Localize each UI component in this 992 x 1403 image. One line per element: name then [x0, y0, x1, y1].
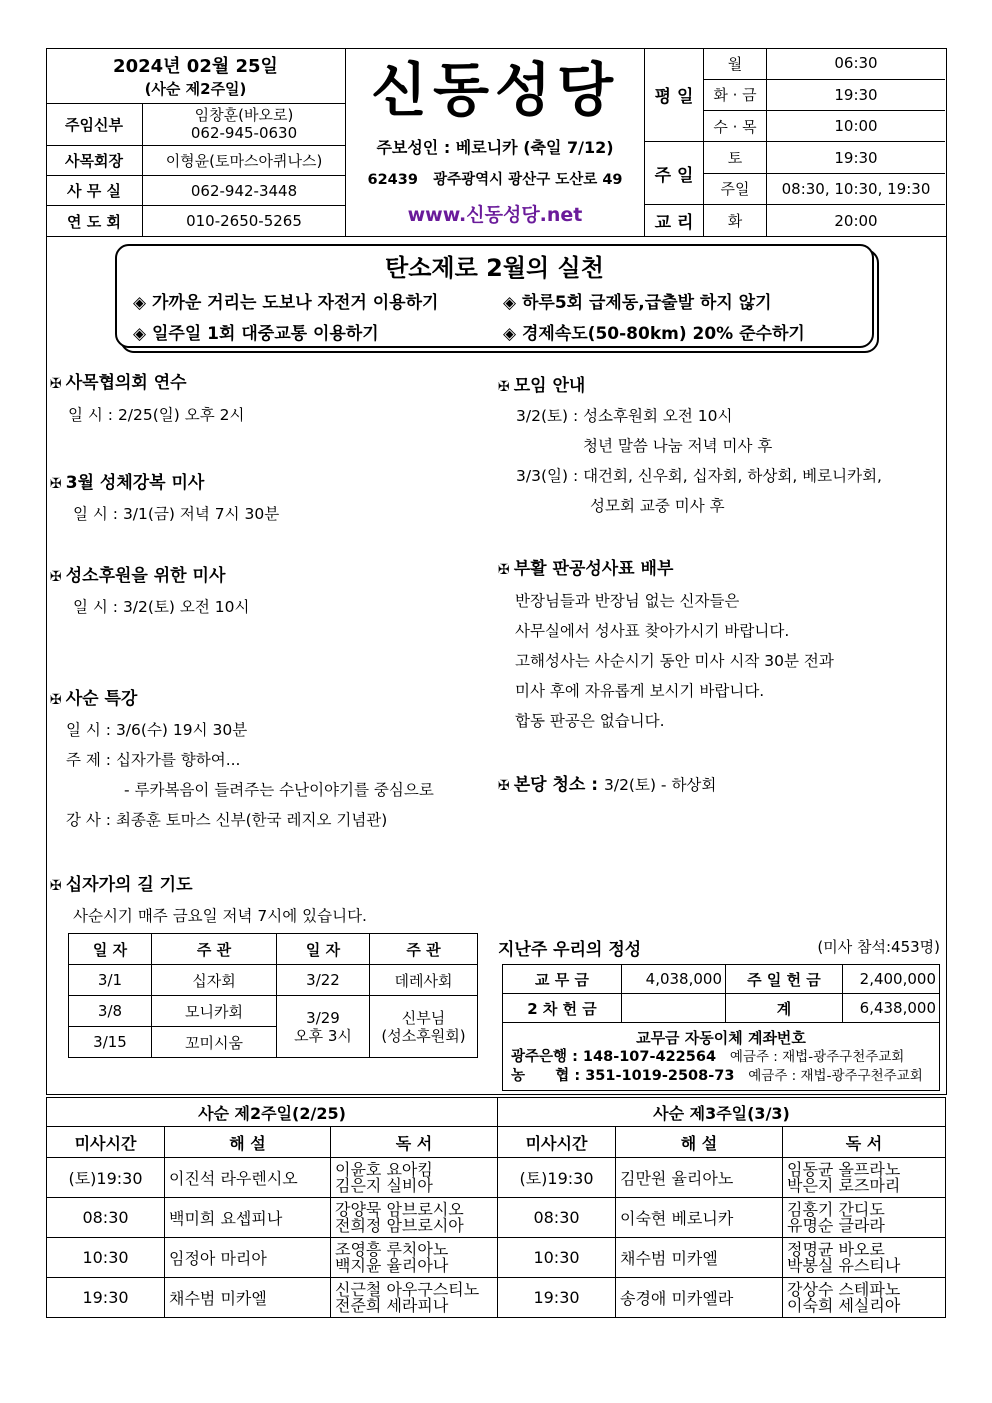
banner-title: 탄소제로 2월의 실천 [385, 254, 604, 282]
cross-icon: ✠ [498, 379, 510, 395]
section-title: ✠ 사목협의회 연수 [50, 373, 187, 393]
table-row [47, 1238, 946, 1278]
offering-value: 2,400,000 [843, 965, 940, 994]
week-header: 사순 제3주일(3/3) [498, 1098, 946, 1127]
table-cell: 3/15 [69, 1027, 152, 1058]
reader-cell: 김홍기 간디도 유명순 글라라 [783, 1198, 946, 1238]
contact-label: 사목회장 [46, 146, 143, 176]
banner-item: ◈ 하루5회 급제동,급출발 하지 않기 [503, 293, 772, 313]
column-header: 독 서 [783, 1127, 946, 1158]
offering-label: 주 일 헌 금 [726, 965, 843, 994]
mass-time-cell: 10:30 [498, 1238, 616, 1278]
cross-icon: ✠ [50, 692, 62, 708]
commentator-cell: 채수범 미카엘 [616, 1238, 783, 1278]
offering-table [502, 964, 940, 1091]
section-title: ✠ 3월 성체강복 미사 [50, 473, 205, 493]
carbon-banner [115, 244, 874, 348]
section-line: 일 시 : 3/1(금) 저녁 7시 30분 [73, 505, 280, 523]
table-header: 일 자 [69, 934, 152, 965]
section-line: - 루카복음이 들려주는 수난이야기를 중심으로 [124, 781, 434, 799]
cross-icon: ✠ [50, 376, 62, 392]
section-line: 고해성사는 사순시기 동안 미사 시작 30분 전과 [515, 652, 834, 670]
mass-day: 화 [704, 205, 767, 236]
section-line: 미사 후에 자유롭게 보시기 바랍니다. [515, 682, 765, 700]
commentator-cell: 채수범 미카엘 [165, 1278, 331, 1318]
account-box [503, 1023, 940, 1091]
section-line: 청년 말씀 나눔 저녁 미사 후 [583, 437, 773, 455]
account-title: 교무금 자동이체 계좌번호 [636, 1029, 806, 1047]
commentator-cell: 이숙현 베로니카 [616, 1198, 783, 1238]
offering-label: 교 무 금 [503, 965, 622, 994]
section-title: ✠ 사순 특강 [50, 689, 138, 709]
contact-table [46, 48, 346, 236]
liturgy-schedule-table [46, 1097, 946, 1318]
mass-day: 주일 [704, 173, 767, 204]
cleaning-value: 3/2(토) - 하상회 [603, 776, 717, 794]
cross-way-table [68, 933, 478, 1058]
mass-time: 19:30 [767, 142, 946, 173]
column-header: 해 설 [165, 1127, 331, 1158]
reader-cell: 조영흥 루치아노 백지윤 율리아나 [331, 1238, 498, 1278]
reader-cell: 임동균 올프라노 박은지 로즈마리 [783, 1158, 946, 1198]
account-holder: 예금주 : 재법-광주구천주교회 [748, 1068, 923, 1084]
contact-value: 임창훈(바오로) [194, 106, 294, 125]
offering-value: 6,438,000 [843, 994, 940, 1023]
website-link[interactable]: www.신동성당.net [407, 204, 583, 226]
table-cell: 3/8 [69, 996, 152, 1027]
table-header: 주 관 [152, 934, 277, 965]
section-line: 주 제 : 십자가를 향하여... [66, 751, 241, 769]
patron-saint: 주보성인 : 베로니카 (축일 7/12) [376, 138, 614, 157]
attendance-count: (미사 참석:453명) [817, 938, 940, 956]
section-line: 3/2(토) : 성소후원회 오전 10시 [516, 407, 733, 425]
mass-day: 수 · 목 [704, 111, 767, 142]
week-header: 사순 제2주일(2/25) [47, 1098, 498, 1127]
mass-time-cell: (토)19:30 [47, 1158, 165, 1198]
address: 광주광역시 광산구 도산로 49 [433, 172, 623, 188]
banner-item: ◈ 일주일 1회 대중교통 이용하기 [133, 324, 379, 344]
table-header: 주 관 [370, 934, 478, 965]
reader-cell: 강상수 스테파노 이숙희 세실리아 [783, 1278, 946, 1318]
table-cell: 모니카회 [152, 996, 277, 1027]
table-row [47, 1278, 946, 1318]
mass-time: 08:30, 10:30, 19:30 [767, 173, 946, 204]
issue-date: 2024년 02월 25일 [113, 55, 278, 77]
commentator-cell: 김만원 율리아노 [616, 1158, 783, 1198]
offering-title: 지난주 우리의 정성 [498, 940, 642, 960]
reader-cell: 강양묵 암브로시오 전희정 암브로시아 [331, 1198, 498, 1238]
mass-time-cell: 08:30 [498, 1198, 616, 1238]
header-divider [46, 236, 946, 237]
table-cell: 3/1 [69, 965, 152, 996]
account-number: 광주은행 : 148-107-422564 [511, 1049, 717, 1065]
contact-label: 주임신부 [46, 103, 143, 145]
address-line [346, 168, 644, 189]
mass-day: 월 [704, 48, 767, 79]
contact-value: 062-942-3448 [143, 176, 346, 206]
table-cell: 신부님 (성소후원회) [370, 996, 478, 1058]
column-header: 미사시간 [47, 1127, 165, 1158]
postcode: 62439 [367, 172, 418, 188]
section-line: 일 시 : 2/25(일) 오후 2시 [68, 406, 245, 424]
mass-time: 06:30 [767, 48, 946, 79]
column-header: 해 설 [616, 1127, 783, 1158]
mass-day: 화 · 금 [704, 79, 767, 110]
banner-item: ◈ 가까운 거리는 도보나 자전거 이용하기 [133, 293, 439, 313]
mass-time-cell: 19:30 [498, 1278, 616, 1318]
account-holder: 예금주 : 재법-광주구천주교회 [729, 1049, 905, 1065]
mass-time-cell: 08:30 [47, 1198, 165, 1238]
catechism-label: 교 리 [645, 205, 704, 236]
contact-label: 연 도 회 [46, 206, 143, 236]
section-title: ✠ 본당 청소 : 3/2(토) - 하상회 [498, 775, 717, 795]
mass-time: 20:00 [767, 205, 946, 236]
cross-icon: ✠ [50, 569, 62, 585]
mass-time-cell: (토)19:30 [498, 1158, 616, 1198]
offering-value: 4,038,000 [622, 965, 726, 994]
table-cell: 십자회 [152, 965, 277, 996]
contact-label: 사 무 실 [46, 176, 143, 206]
reader-cell: 정명균 바오로 박봉실 유스티나 [783, 1238, 946, 1278]
mass-times-table [644, 48, 945, 236]
section-line: 강 사 : 최종훈 토마스 신부(한국 레지오 기념관) [66, 811, 388, 829]
section-line: 일 시 : 3/2(토) 오전 10시 [73, 598, 250, 616]
table-cell: 3/22 [277, 965, 370, 996]
section-line: 반장님들과 반장님 없는 신자들은 [515, 592, 740, 610]
offering-value [622, 994, 726, 1023]
reader-cell: 신근철 아우구스티노 전준희 세라피나 [331, 1278, 498, 1318]
cross-icon: ✠ [498, 562, 510, 578]
weekday-label: 평 일 [645, 48, 704, 142]
issue-sunday: (사순 제2주일) [144, 79, 247, 98]
section-title: ✠ 모임 안내 [498, 376, 586, 396]
section-line: 일 시 : 3/6(수) 19시 30분 [66, 721, 248, 739]
table-cell: 데레사회 [370, 965, 478, 996]
offering-label: 계 [726, 994, 843, 1023]
mass-time: 10:00 [767, 111, 946, 142]
commentator-cell: 이진석 라우렌시오 [165, 1158, 331, 1198]
cross-icon: ✠ [50, 878, 62, 894]
mass-day: 토 [704, 142, 767, 173]
sunday-label: 주 일 [645, 142, 704, 205]
section-title: ✠ 십자가의 길 기도 [50, 875, 193, 895]
section-line: 합동 판공은 없습니다. [515, 712, 665, 730]
contact-value: 010-2650-5265 [143, 206, 346, 236]
table-row [47, 1158, 946, 1198]
banner-item: ◈ 경제속도(50-80km) 20% 준수하기 [503, 324, 805, 344]
mass-time-cell: 19:30 [47, 1278, 165, 1318]
cross-icon: ✠ [50, 476, 62, 492]
section-line: 3/3(일) : 대건회, 신우회, 십자회, 하상회, 베로니카회, [516, 467, 882, 485]
reader-cell: 이윤호 요아킴 김은지 실비아 [331, 1158, 498, 1198]
column-header: 미사시간 [498, 1127, 616, 1158]
section-line: 성모회 교중 미사 후 [590, 497, 725, 515]
section-title: ✠ 부활 판공성사표 배부 [498, 559, 674, 579]
section-line: 사무실에서 성사표 찾아가시기 바랍니다. [515, 622, 790, 640]
mass-time: 19:30 [767, 79, 946, 110]
cross-icon: ✠ [498, 778, 510, 794]
section-title: ✠ 성소후원을 위한 미사 [50, 566, 226, 586]
table-cell: 3/29 오후 3시 [277, 996, 370, 1058]
table-row [47, 1198, 946, 1238]
contact-phone: 062-945-0630 [190, 124, 298, 143]
column-header: 독 서 [331, 1127, 498, 1158]
commentator-cell: 송경애 미카엘라 [616, 1278, 783, 1318]
table-cell: 꼬미시움 [152, 1027, 277, 1058]
mass-time-cell: 10:30 [47, 1238, 165, 1278]
commentator-cell: 백미희 요셉피나 [165, 1198, 331, 1238]
offering-label: 2 차 헌 금 [503, 994, 622, 1023]
church-title: 신동성당 [370, 56, 620, 124]
commentator-cell: 임정아 마리아 [165, 1238, 331, 1278]
account-number: 농 협 : 351-1019-2508-73 [511, 1068, 735, 1084]
table-header: 일 자 [277, 934, 370, 965]
section-line: 사순시기 매주 금요일 저녁 7시에 있습니다. [73, 907, 367, 925]
contact-value: 이형윤(토마스아퀴나스) [143, 146, 346, 176]
